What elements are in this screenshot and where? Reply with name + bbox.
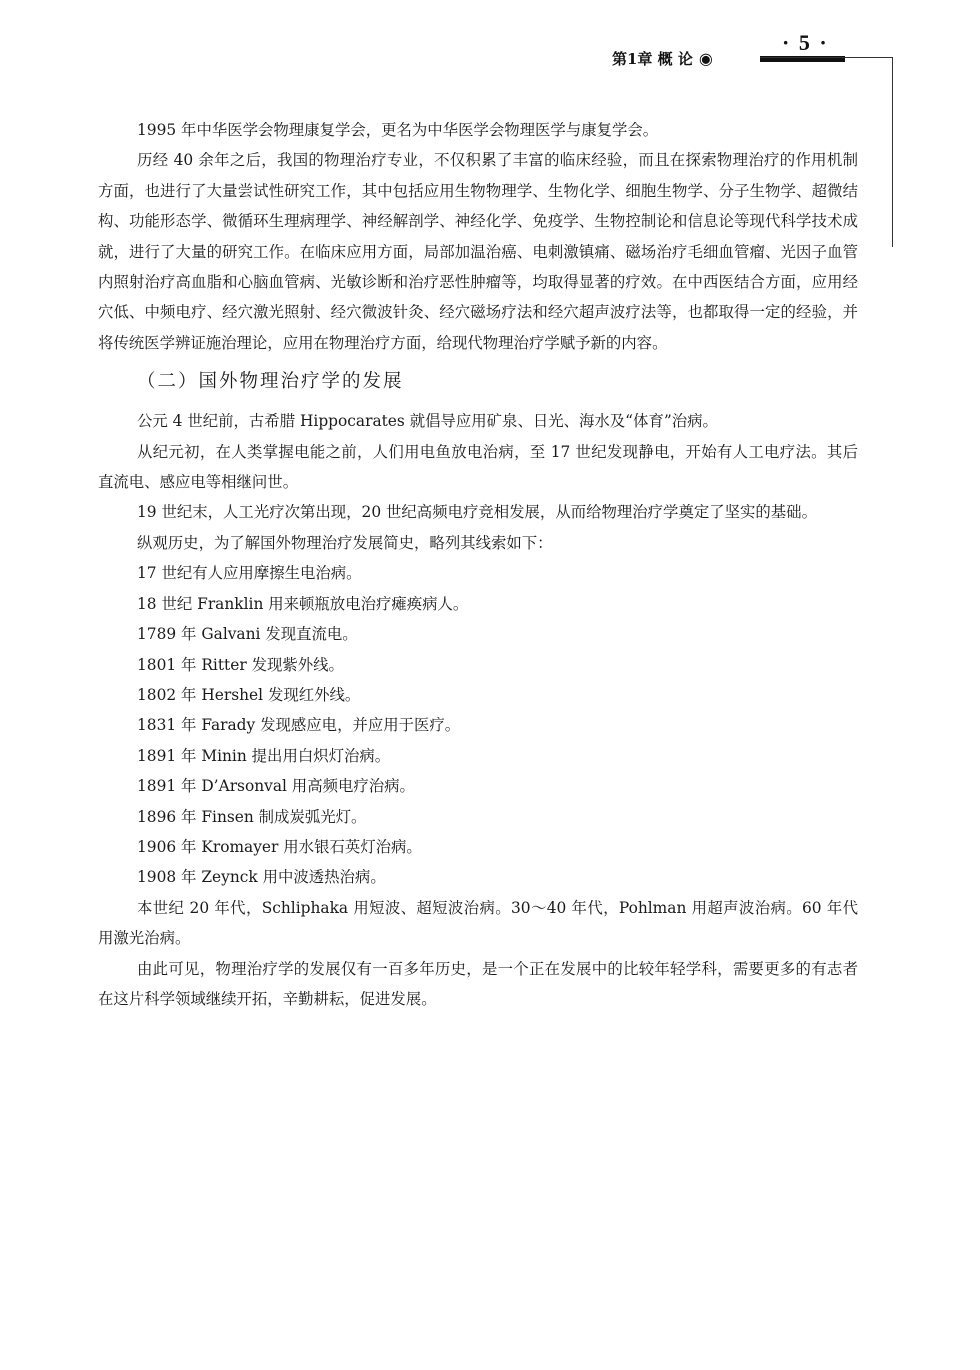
header-rule — [760, 57, 893, 58]
section-heading: （二）国外物理治疗学的发展 — [137, 371, 404, 393]
list-item: 18 世纪 Franklin 用来顿瓶放电治疗瘫痪病人。 — [137, 594, 469, 613]
list-item: 1789 年 Galvani 发现直流电。 — [137, 625, 358, 644]
list-item: 1906 年 Kromayer 用水银石英灯治病。 — [137, 837, 422, 856]
paragraph: 本世纪 20 年代，Schliphaka 用短波、超短波治病。30～40 年代，Pohlman 用超声波治病。60 年代用激光治病。 — [98, 898, 858, 948]
paragraph: 从纪元初，在人类掌握电能之前，人们用电鱼放电治病，至 17 世纪发现静电，开始有人工电疗法。其后直流电、感应电等相继问世。 — [98, 442, 858, 492]
list-item: 1831 年 Farady 发现感应电，并应用于医疗。 — [137, 716, 461, 735]
paragraph: 公元 4 世纪前，古希腊 Hippocarates 就倡导应用矿泉、日光、海水及“体育”治病。 — [137, 412, 718, 431]
paragraph: 19 世纪末，人工光疗次第出现，20 世纪高频电疗竞相发展，从而给物理治疗学奠定了坚实的基础。 — [137, 503, 817, 522]
paragraph: 由此可见，物理治疗学的发展仅有一百多年历史，是一个正在发展中的比较年轻学科，需要更多的有志者在这片科学领域继续开拓，辛勤耕耘，促进发展。 — [98, 959, 858, 1008]
margin-rule — [892, 57, 893, 247]
page-number: · 5 · — [782, 30, 829, 55]
list-item: 1896 年 Finsen 制成炭弧光灯。 — [137, 807, 367, 826]
timeline-list — [98, 558, 858, 892]
list-item: 1801 年 Ritter 发现紫外线。 — [137, 655, 344, 674]
list-item: 1891 年 Minin 提出用白炽灯治病。 — [137, 746, 391, 765]
list-item: 1908 年 Zeynck 用中波透热治病。 — [137, 868, 386, 887]
list-item: 17 世纪有人应用摩擦生电治病。 — [137, 564, 362, 583]
paragraph: 纵观历史，为了解国外物理治疗发展简史，略列其线索如下： — [137, 533, 553, 552]
chapter-title: 第1章 概 论 — [612, 50, 693, 68]
circle-bullet-icon: ◉ — [698, 49, 713, 68]
list-item: 1802 年 Hershel 发现红外线。 — [137, 685, 361, 704]
paragraph: 历经 40 余年之后，我国的物理治疗专业，不仅积累了丰富的临床经验，而且在探索物理治疗的作用机制方面，也进行了大量尝试性研究工作，其中包括应用生物物理学、生物化学、细胞生物学、分子生物学、超微结构、功能形态学、微循环生理病理学、神经解剖学、神经化学、免疫学、生物控制论和信息论等现代科学技术成就，进行了大量的研究工作。在临床应用方面，局部加温治癌、电刺激镇痛、磁场治疗毛细血管瘤、光因子血管内照射治疗高血脂和心脑血管病、光敏诊断和治疗恶性肿瘤等，均取得显著的疗效。在中西医结合方面，应用经穴低、中频电疗、经穴激光照射、经穴微波针灸、经穴磁场疗法和经穴超声波疗法等，也都取得一定的经验，并将传统医学辨证施治理论，应用在物理治疗方面，给现代物理治疗学赋予新的内容。 — [98, 151, 858, 352]
list-item: 1891 年 D’Arsonval 用高频电疗治病。 — [137, 777, 415, 796]
body-text — [98, 115, 858, 1014]
paragraph: 1995 年中华医学会物理康复学会，更名为中华医学会物理医学与康复学会。 — [137, 121, 659, 139]
running-header — [612, 48, 713, 69]
